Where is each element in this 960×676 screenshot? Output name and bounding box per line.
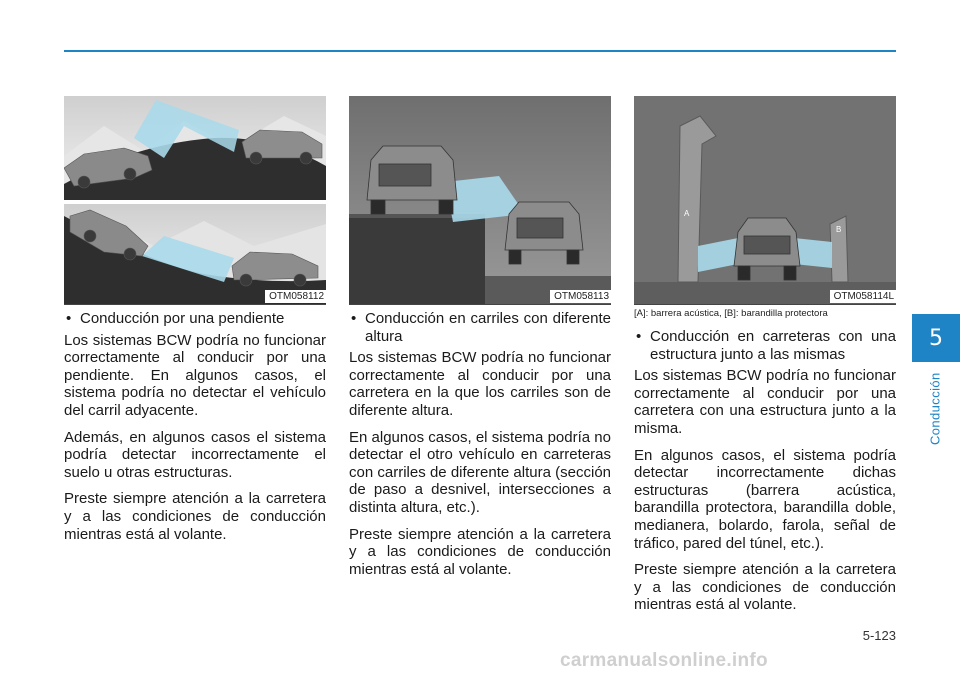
paragraph: Los sistemas BCW podría no funcionar correctamente al conducir por una pendiente. En algunos casos, el sistema podría no detectar el vehículo del carril adyacente.: [64, 331, 326, 419]
bullet-dot: •: [66, 310, 72, 327]
page-number: 5-123: [862, 628, 896, 643]
figure-code: OTM058113: [550, 290, 611, 303]
paragraph: Los sistemas BCW podría no funcionar correctamente al conducir por una carretera en la que los carriles son de diferente altura.: [349, 349, 611, 419]
paragraph: En algunos casos, el sistema podría detectar incorrectamente dichas estructuras (barrera acústica, barandilla protectora, barandilla doble, medianera, bolardo, farola, señal de tráfico, pared del túnel, etc.).: [634, 446, 896, 552]
illustration-height: [349, 96, 611, 304]
bullet-dot: •: [636, 328, 642, 345]
figure-structure: [634, 96, 896, 305]
chapter-title: Conducción: [927, 372, 943, 445]
paragraph: En algunos casos, el sistema podría no detectar el otro vehículo en carreteras con carriles de diferente altura (sección de paso a desnivel, intersecciones a distinta altura, etc.).: [349, 428, 611, 516]
bullet-item: [64, 310, 326, 328]
paragraph: Los sistemas BCW podría no funcionar correctamente al conducir por una carretera con una estructura junto a la misma.: [634, 367, 896, 437]
label-b: B: [836, 225, 842, 234]
illustration-slope: [64, 96, 326, 304]
paragraph: Además, en algunos casos el sistema podría detectar incorrectamente el suelo u otras estructuras.: [64, 428, 326, 481]
illustration-structure: [634, 96, 896, 304]
figure-code: OTM058112: [265, 290, 326, 303]
bullet-item: [634, 328, 896, 363]
chapter-number-tab: 5: [912, 314, 960, 362]
label-a: A: [684, 209, 690, 218]
bullet-item: [349, 310, 611, 345]
figure-slope: [64, 96, 326, 305]
bullet-text: Conducción por una pendiente: [80, 310, 285, 327]
bullet-text: Conducción en carreteras con una estructura junto a las mismas: [650, 328, 896, 363]
figure-caption: [A]: barrera acústica, [B]: barandilla protectora: [634, 308, 828, 319]
column-height: [349, 310, 611, 587]
bullet-text: Conducción en carriles con diferente altura: [365, 310, 611, 345]
bullet-dot: •: [351, 310, 357, 327]
watermark-bottom: carmanualsonline.info: [560, 650, 768, 671]
figure-code: OTM058114L: [830, 290, 896, 303]
column-structure: [634, 328, 896, 623]
paragraph: Preste siempre atención a la carretera y a las condiciones de conducción mientras está al volante.: [64, 490, 326, 543]
column-slope: [64, 310, 326, 552]
header-rule: [64, 50, 896, 52]
figure-height: [349, 96, 611, 305]
paragraph: Preste siempre atención a la carretera y a las condiciones de conducción mientras está al volante.: [349, 525, 611, 578]
paragraph: Preste siempre atención a la carretera y a las condiciones de conducción mientras está al volante.: [634, 561, 896, 614]
